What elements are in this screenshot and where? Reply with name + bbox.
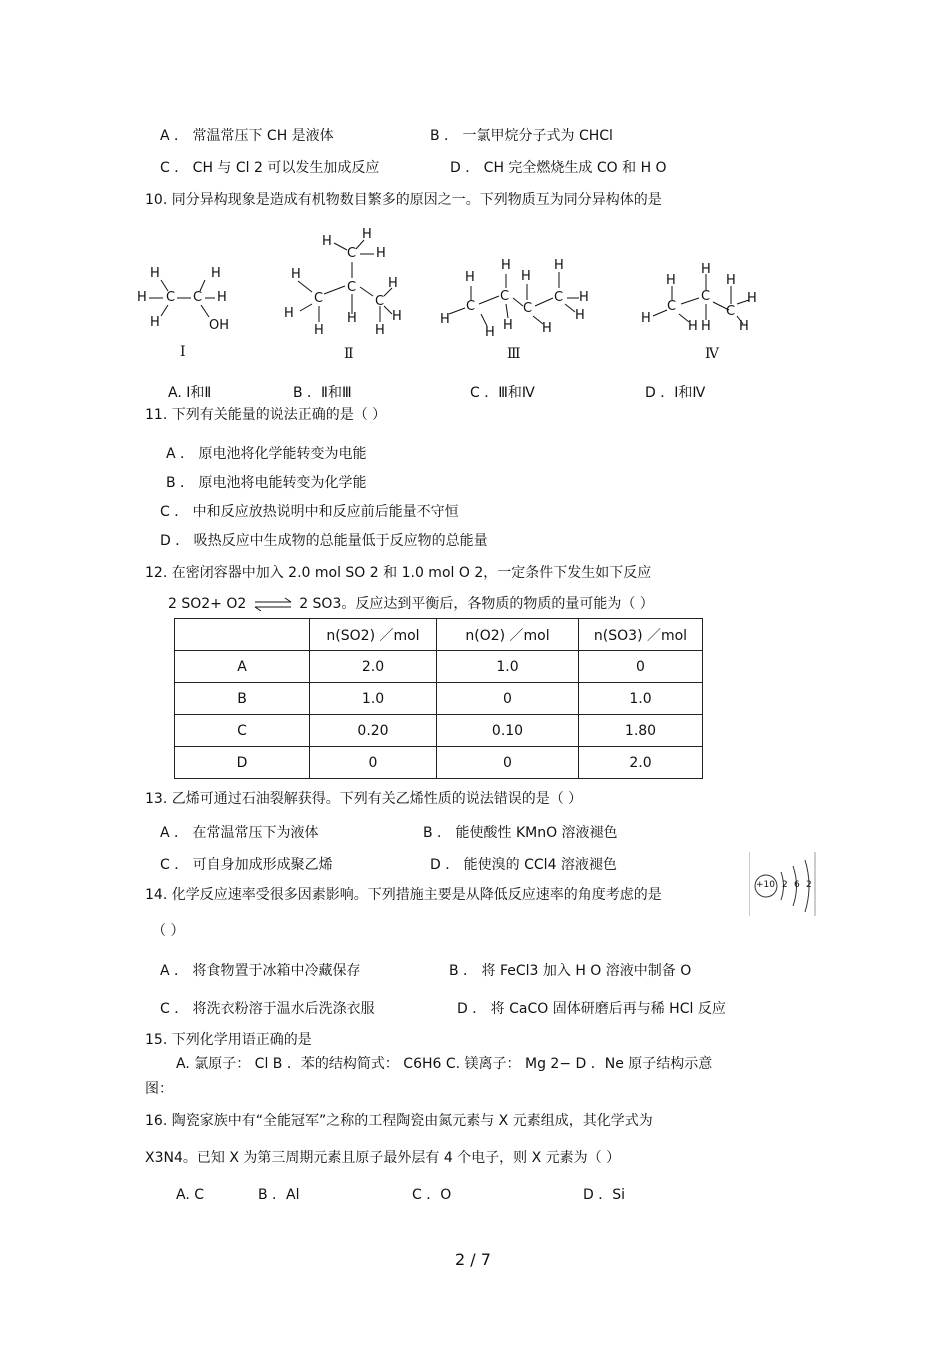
page-number: 2 / 7: [455, 1250, 491, 1269]
atom-h: H: [501, 258, 511, 273]
table-cell: 0: [310, 747, 437, 779]
atom-c: C: [347, 246, 357, 261]
q13-option-d: D ． 能使溴的 CCl4 溶液褪色: [430, 857, 617, 873]
table-header-cell: n(O2) ／mol: [437, 619, 579, 651]
molecule-i: [135, 262, 245, 342]
q11-option-c: C ． 中和反应放热说明中和反应前后能量不守恒: [160, 504, 459, 520]
atom-h: H: [726, 273, 736, 288]
q9-option-d: D ． CH 完全燃烧生成 CO 和 H O: [450, 160, 667, 176]
atom-h: H: [747, 291, 757, 306]
shell-electron-count: 6: [794, 880, 800, 890]
atom-h: H: [362, 227, 372, 242]
equilibrium-arrow-icon: [253, 597, 293, 611]
q13-option-a: A ． 在常温常压下为液体: [160, 825, 319, 841]
q16-stem: 16. 陶瓷家族中有“全能冠军”之称的工程陶瓷由氮元素与 X 元素组成，其化学式为: [145, 1113, 653, 1129]
table-cell: 2.0: [579, 747, 703, 779]
molecule-label-ii: Ⅱ: [344, 346, 354, 362]
q12-equation-right: 2 SO3。反应达到平衡后，各物质的物质的量可能为（ ）: [299, 596, 654, 612]
table-row: [175, 747, 703, 779]
atom-c: C: [166, 290, 176, 305]
shell-electron-count: 2: [806, 880, 812, 890]
atom-h: H: [376, 246, 386, 261]
atom-c: C: [314, 291, 324, 306]
atom-h: H: [375, 323, 385, 338]
shell-electron-count: 2: [782, 880, 788, 890]
atom-c: C: [466, 299, 476, 314]
q14-paren: （ ）: [152, 923, 185, 939]
table-header-cell: n(SO2) ／mol: [310, 619, 437, 651]
atom-h: H: [503, 318, 513, 333]
q14-option-b: B ． 将 FeCl3 加入 H O 溶液中制备 O: [449, 963, 692, 979]
q14-option-c: C ． 将洗衣粉溶于温水后洗涤衣服: [160, 1001, 375, 1017]
table-header-cell: n(SO3) ／mol: [579, 619, 703, 651]
q11-option-b: B ． 原电池将电能转变为化学能: [166, 475, 367, 491]
atom-h: H: [137, 290, 147, 305]
atom-h: H: [739, 319, 749, 334]
atom-h: H: [688, 319, 698, 334]
atom-h: H: [579, 290, 589, 305]
q14-option-d: D ． 将 CaCO 固体研磨后再与稀 HCl 反应: [457, 1001, 726, 1017]
ne-atom-diagram: [749, 852, 817, 916]
atom-h: H: [701, 262, 711, 277]
atom-h: H: [465, 270, 475, 285]
atom-h: H: [388, 276, 398, 291]
q10-stem: 10. 同分异构现象是造成有机物数目繁多的原因之一。下列物质互为同分异构体的是: [145, 192, 662, 208]
atom-c: C: [667, 299, 677, 314]
q9-option-c: C ． CH 与 Cl 2 可以发生加成反应: [160, 160, 380, 176]
molecule-iii-bonds: [437, 256, 597, 342]
atom-h: H: [542, 321, 552, 336]
q13-stem: 13. 乙烯可通过石油裂解获得。下列有关乙烯性质的说法错误的是（ ）: [145, 791, 583, 807]
molecule-ii: [282, 226, 412, 344]
table-cell: A: [175, 651, 310, 683]
atom-h: H: [521, 269, 531, 284]
q16-option-b: B ．Al: [258, 1187, 300, 1203]
table-cell: 0: [437, 747, 579, 779]
q15-options: A. 氯原子： Cl B ．苯的结构简式： C6H6 C. 镁离子： Mg 2− D ．Ne 原子结构示意: [176, 1056, 713, 1072]
molecule-label-i: Ⅰ: [180, 344, 186, 360]
q12-equation: [168, 595, 654, 613]
q15-stem: 15. 下列化学用语正确的是: [145, 1032, 312, 1048]
atom-h: H: [440, 312, 450, 327]
table-row: [175, 651, 703, 683]
atom-c: C: [375, 294, 385, 309]
atom-h: H: [347, 311, 357, 326]
atom-h: H: [392, 309, 402, 324]
nucleus-charge: +10: [756, 880, 775, 890]
q10-option-a: A. Ⅰ和Ⅱ: [168, 385, 212, 401]
atom-c: C: [554, 290, 564, 305]
molecule-iv: [639, 262, 764, 338]
atom-c: C: [523, 301, 533, 316]
atom-h: H: [314, 323, 324, 338]
atom-c: C: [193, 290, 203, 305]
table-cell: 2.0: [310, 651, 437, 683]
atom-h: H: [150, 266, 160, 281]
q10-option-c: C ．Ⅲ和Ⅳ: [470, 385, 535, 401]
atom-h: H: [666, 273, 676, 288]
q9-option-a: A ． 常温常压下 CH 是液体: [160, 128, 334, 144]
q10-option-b: B ．Ⅱ和Ⅲ: [293, 385, 352, 401]
atom-h: H: [701, 319, 711, 334]
q16-option-d: D ．Si: [583, 1187, 626, 1203]
q16-line-2: X3N4。已知 X 为第三周期元素且原子最外层有 4 个电子，则 X 元素为（ ）: [145, 1150, 621, 1166]
table-header-row: [175, 619, 703, 651]
table-cell: 1.0: [579, 683, 703, 715]
atom-oh: OH: [209, 318, 230, 333]
table-cell: B: [175, 683, 310, 715]
q12-table: [174, 618, 703, 779]
table-cell: 0.10: [437, 715, 579, 747]
atom-c: C: [726, 304, 736, 319]
atom-c: C: [347, 280, 357, 295]
atom-h: H: [554, 258, 564, 273]
q9-option-b: B ． 一氯甲烷分子式为 CHCl: [430, 128, 613, 144]
atom-h: H: [284, 306, 294, 321]
q11-stem: 11. 下列有关能量的说法正确的是（ ）: [145, 407, 387, 423]
q12-equation-left: 2 SO2+ O2: [168, 596, 247, 612]
q11-option-d: D ． 吸热反应中生成物的总能量低于反应物的总能量: [160, 533, 488, 549]
q12-stem: 12. 在密闭容器中加入 2.0 mol SO 2 和 1.0 mol O 2，一定条件下发生如下反应: [145, 565, 652, 581]
q14-stem: 14. 化学反应速率受很多因素影响。下列措施主要是从降低反应速率的角度考虑的是: [145, 887, 662, 903]
atom-h: H: [211, 266, 221, 281]
q16-option-a: A. C: [176, 1187, 205, 1203]
table-cell: D: [175, 747, 310, 779]
molecule-label-iii: Ⅲ: [507, 346, 521, 362]
atom-h: H: [150, 315, 160, 330]
atom-h: H: [485, 325, 495, 340]
molecule-iii: [437, 256, 597, 342]
q13-option-c: C ． 可自身加成形成聚乙烯: [160, 857, 333, 873]
q15-continuation: 图：: [145, 1081, 173, 1097]
table-cell: 1.0: [437, 651, 579, 683]
q10-option-d: D ．Ⅰ和Ⅳ: [645, 385, 706, 401]
atom-c: C: [701, 289, 711, 304]
table-row: [175, 683, 703, 715]
table-cell: 0: [437, 683, 579, 715]
atom-h: H: [217, 290, 227, 305]
atom-h: H: [575, 308, 585, 323]
atom-c: C: [500, 289, 510, 304]
table-cell: C: [175, 715, 310, 747]
table-row: [175, 715, 703, 747]
molecule-label-iv: Ⅳ: [705, 346, 719, 362]
atom-h: H: [291, 267, 301, 282]
atom-h: H: [322, 234, 332, 249]
q16-option-c: C ．O: [412, 1187, 452, 1203]
q13-option-b: B ． 能使酸性 KMnO 溶液褪色: [423, 825, 618, 841]
table-cell: 0: [579, 651, 703, 683]
atom-h: H: [641, 311, 651, 326]
table-cell: 0.20: [310, 715, 437, 747]
q11-option-a: A ． 原电池将化学能转变为电能: [166, 446, 367, 462]
table-cell: 1.80: [579, 715, 703, 747]
table-header-cell: [175, 619, 310, 651]
q14-option-a: A ． 将食物置于冰箱中冷藏保存: [160, 963, 361, 979]
table-cell: 1.0: [310, 683, 437, 715]
